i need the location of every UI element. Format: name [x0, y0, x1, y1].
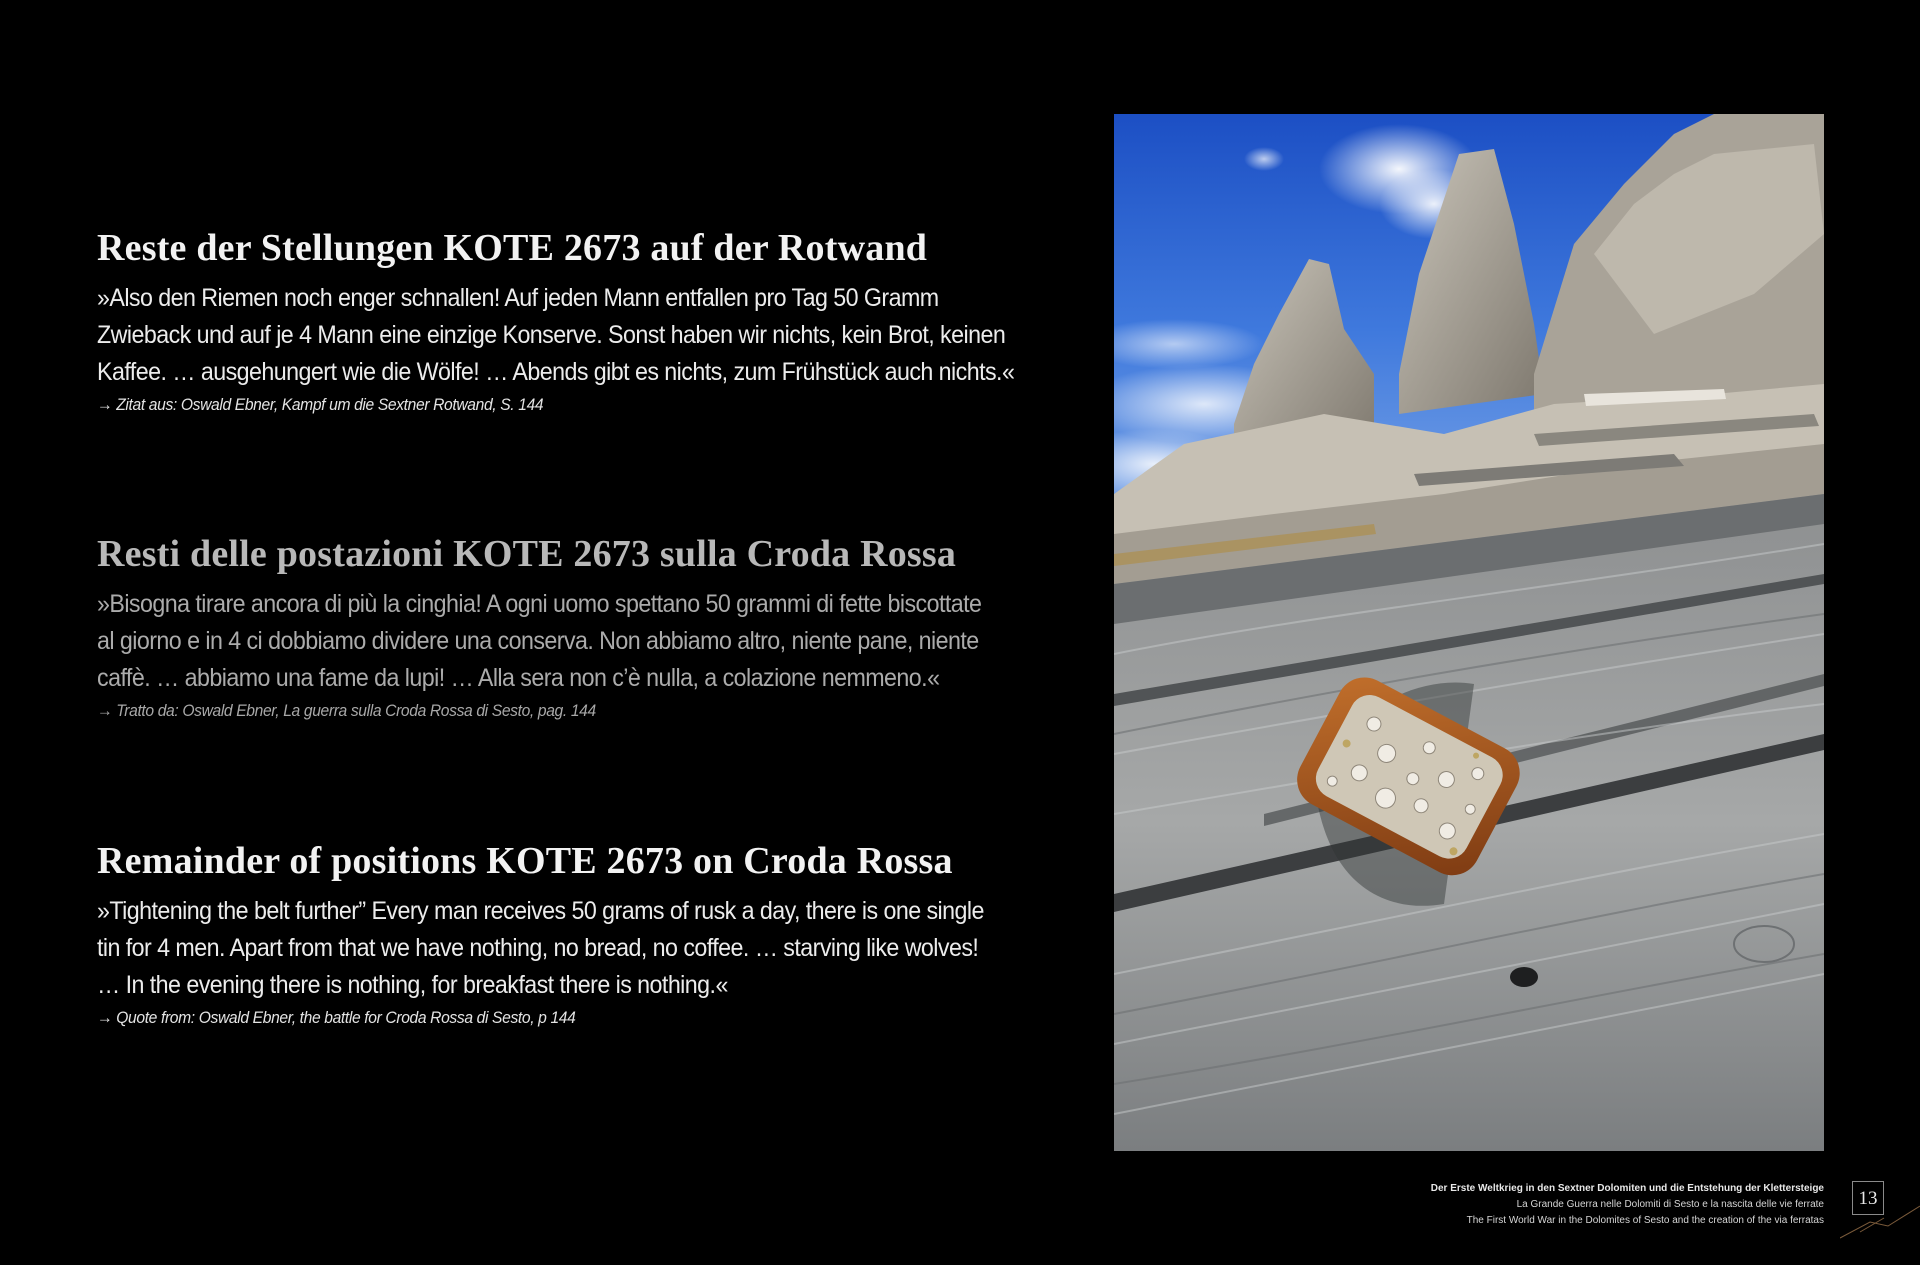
heading-italian: Resti delle postazioni KOTE 2673 sulla Croda Rossa: [97, 533, 957, 575]
footer-line-english: The First World War in the Dolomites of Sesto and the creation of the via ferratas: [1466, 1215, 1824, 1226]
quote-line: … In the evening there is nothing, for breakfast there is nothing.«: [97, 971, 728, 999]
footer-line-italian: La Grande Guerra nelle Dolomiti di Sesto e la nascita delle vie ferrate: [1516, 1199, 1824, 1210]
photo-rusk-on-planks: [1114, 114, 1824, 1151]
section-german: [97, 224, 1097, 417]
source-german: → Zitat aus: Oswald Ebner, Kampf um die Sextner Rotwand, S. 144: [97, 395, 544, 414]
heading-english: Remainder of positions KOTE 2673 on Croda Rossa: [97, 840, 953, 882]
quote-italian: [97, 586, 1083, 697]
quote-line: »Bisogna tirare ancora di più la cinghia! A ogni uomo spettano 50 grammi di fette biscottate: [97, 590, 982, 618]
footer-line-german: Der Erste Weltkrieg in den Sextner Dolomiten und die Entstehung der Klettersteige: [1430, 1183, 1824, 1194]
quote-line: »Also den Riemen noch enger schnallen! Auf jeden Mann entfallen pro Tag 50 Gramm: [97, 284, 939, 312]
quote-german: [97, 280, 1083, 391]
footer-book-title: [1184, 1181, 1824, 1229]
heading-german: Reste der Stellungen KOTE 2673 auf der Rotwand: [97, 227, 928, 269]
quote-line: tin for 4 men. Apart from that we have nothing, no bread, no coffee. … starving like wolves!: [97, 934, 979, 962]
source-italian: → Tratto da: Oswald Ebner, La guerra sulla Croda Rossa di Sesto, pag. 144: [97, 701, 596, 720]
quote-line: caffè. … abbiamo una fame da lupi! … Alla sera non c’è nulla, a colazione nemmeno.«: [97, 664, 940, 692]
photo-illustration: [1114, 114, 1824, 1151]
quote-line: al giorno e in 4 ci dobbiamo dividere una conserva. Non abbiamo altro, niente pane, niente: [97, 627, 979, 655]
quote-english: [97, 893, 1083, 1004]
quote-line: »Tightening the belt further” Every man receives 50 grams of rusk a day, there is one single: [97, 897, 984, 925]
section-italian: [97, 530, 1097, 723]
quote-line: Kaffee. … ausgehungert wie die Wölfe! … Abends gibt es nichts, zum Frühstück auch nichts.«: [97, 358, 1015, 386]
quote-line: Zwieback und auf je 4 Mann eine einzige Konserve. Sonst haben wir nichts, kein Brot, keinen: [97, 321, 1006, 349]
page-number: 13: [1852, 1181, 1884, 1215]
source-english: → Quote from: Oswald Ebner, the battle for Croda Rossa di Sesto, p 144: [97, 1008, 576, 1027]
section-english: [97, 837, 1097, 1030]
